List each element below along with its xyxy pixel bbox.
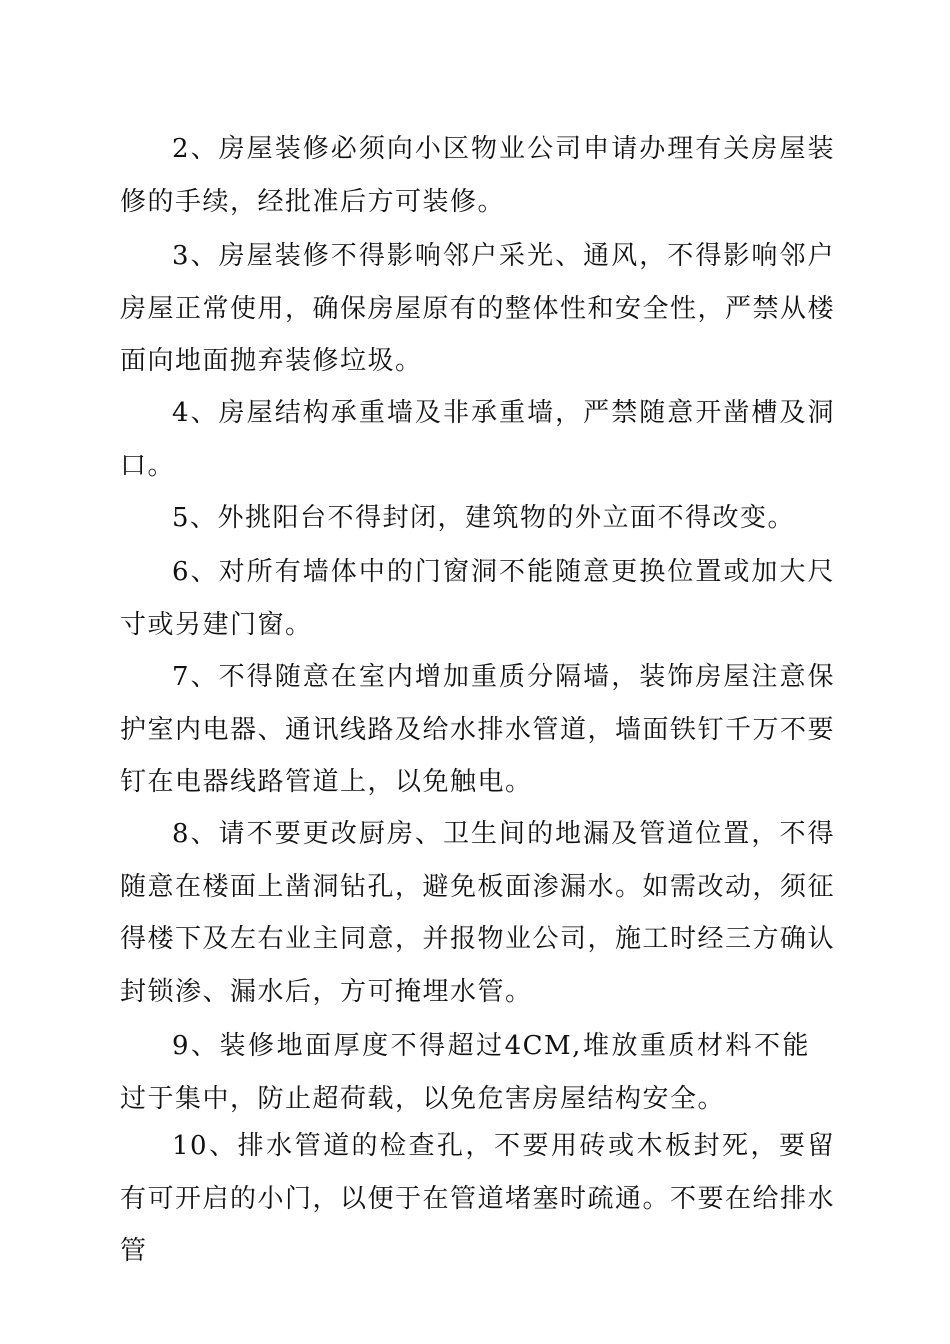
paragraph-item-10: 10、排水管道的检查孔，不要用砖或木板封死，要留有可开启的小门，以便于在管道堵塞时疏通。不要在给排水管 xyxy=(120,1131,836,1266)
paragraph-item-5: 5、外挑阳台不得封闭，建筑物的外立面不得改变。 xyxy=(172,503,796,533)
paragraph-item-6: 6、对所有墙体中的门窗洞不能随意更换位置或加大尺寸或另建门窗。 xyxy=(120,557,835,640)
paragraph-item-7: 7、不得随意在室内增加重质分隔墙，装饰房屋注意保护室内电器、通讯线路及给水排水管道，墙面铁钉千万不要钉在电器线路管道上，以免触电。 xyxy=(120,662,836,797)
paragraph-item-8: 8、请不要更改厨房、卫生间的地漏及管道位置，不得随意在楼面上凿洞钻孔，避免板面渗漏水。如需改动，须征得楼下及左右业主同意，并报物业公司，施工时经三方确认封锁渗、漏水后，方可掩埋水管。 xyxy=(120,819,836,1007)
paragraph-item-2: 2、房屋装修必须向小区物业公司申请办理有关房屋装修的手续，经批准后方可装修。 xyxy=(120,134,835,217)
paragraph-item-4: 4、房屋结构承重墙及非承重墙，严禁随意开凿槽及洞口。 xyxy=(120,398,835,481)
paragraph-item-3: 3、房屋装修不得影响邻户采光、通风，不得影响邻户房屋正常使用，确保房屋原有的整体性和安全性，严禁从楼面向地面抛弃装修垃圾。 xyxy=(120,241,836,376)
paragraph-item-9: 9、装修地面厚度不得超过4CM,堆放重质材料不能过于集中，防止超荷载，以免危害房屋结构安全。 xyxy=(120,1031,810,1114)
